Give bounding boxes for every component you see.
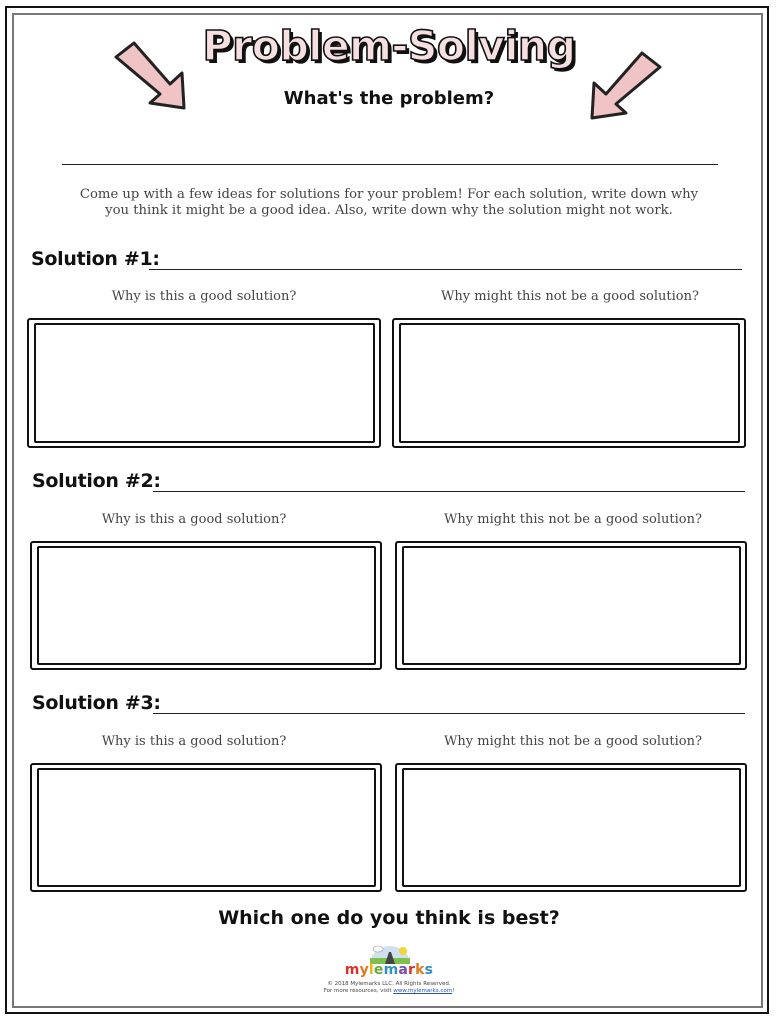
- website-link[interactable]: www.mylemarks.com: [393, 988, 453, 994]
- solution-2-con-box[interactable]: [395, 541, 747, 670]
- final-question: Which one do you think is best?: [218, 907, 560, 929]
- problem-answer-line[interactable]: [62, 164, 718, 165]
- solution-2-pro-box[interactable]: [30, 541, 382, 670]
- solution-3-label: Solution #3:: [32, 692, 161, 714]
- solution-1-con-prompt: Why might this not be a good solution?: [441, 289, 699, 304]
- resources-suffix: !: [452, 988, 455, 994]
- solution-2-pro-prompt: Why is this a good solution?: [101, 512, 287, 527]
- page-title: Problem-Solving: [202, 22, 576, 70]
- solution-1-pro-box[interactable]: [27, 318, 381, 448]
- instructions-line-2: you think it might be a good idea. Also, write down why the solution might not work.: [105, 203, 673, 218]
- problem-heading: What's the problem?: [283, 88, 495, 109]
- solution-1-answer-line[interactable]: [149, 269, 742, 270]
- instructions-line-1: Come up with a few ideas for solutions for your problem! For each solution, write down why: [79, 187, 699, 202]
- solution-3-con-prompt: Why might this not be a good solution?: [444, 734, 702, 749]
- resources-line: [0, 988, 778, 995]
- solution-2-label: Solution #2:: [32, 470, 161, 492]
- solution-1-label: Solution #1:: [31, 248, 160, 270]
- solution-1-con-box[interactable]: [392, 318, 746, 448]
- solution-3-answer-line[interactable]: [153, 713, 745, 714]
- solution-3-pro-prompt: Why is this a good solution?: [101, 734, 287, 749]
- solution-3-pro-box[interactable]: [30, 763, 382, 892]
- mylemarks-logo-text: [0, 962, 778, 978]
- copyright-line: © 2018 Mylemarks LLC. All Rights Reserved.: [327, 981, 451, 987]
- solution-2-answer-line[interactable]: [153, 491, 745, 492]
- logo-wordmark: mylemarks: [344, 962, 434, 978]
- solution-1-pro-prompt: Why is this a good solution?: [111, 289, 297, 304]
- resources-prefix: For more resources, visit: [323, 988, 394, 994]
- solution-3-con-box[interactable]: [395, 763, 747, 892]
- copyright-notice: [0, 981, 778, 995]
- instructions: [20, 187, 758, 219]
- solution-2-con-prompt: Why might this not be a good solution?: [444, 512, 702, 527]
